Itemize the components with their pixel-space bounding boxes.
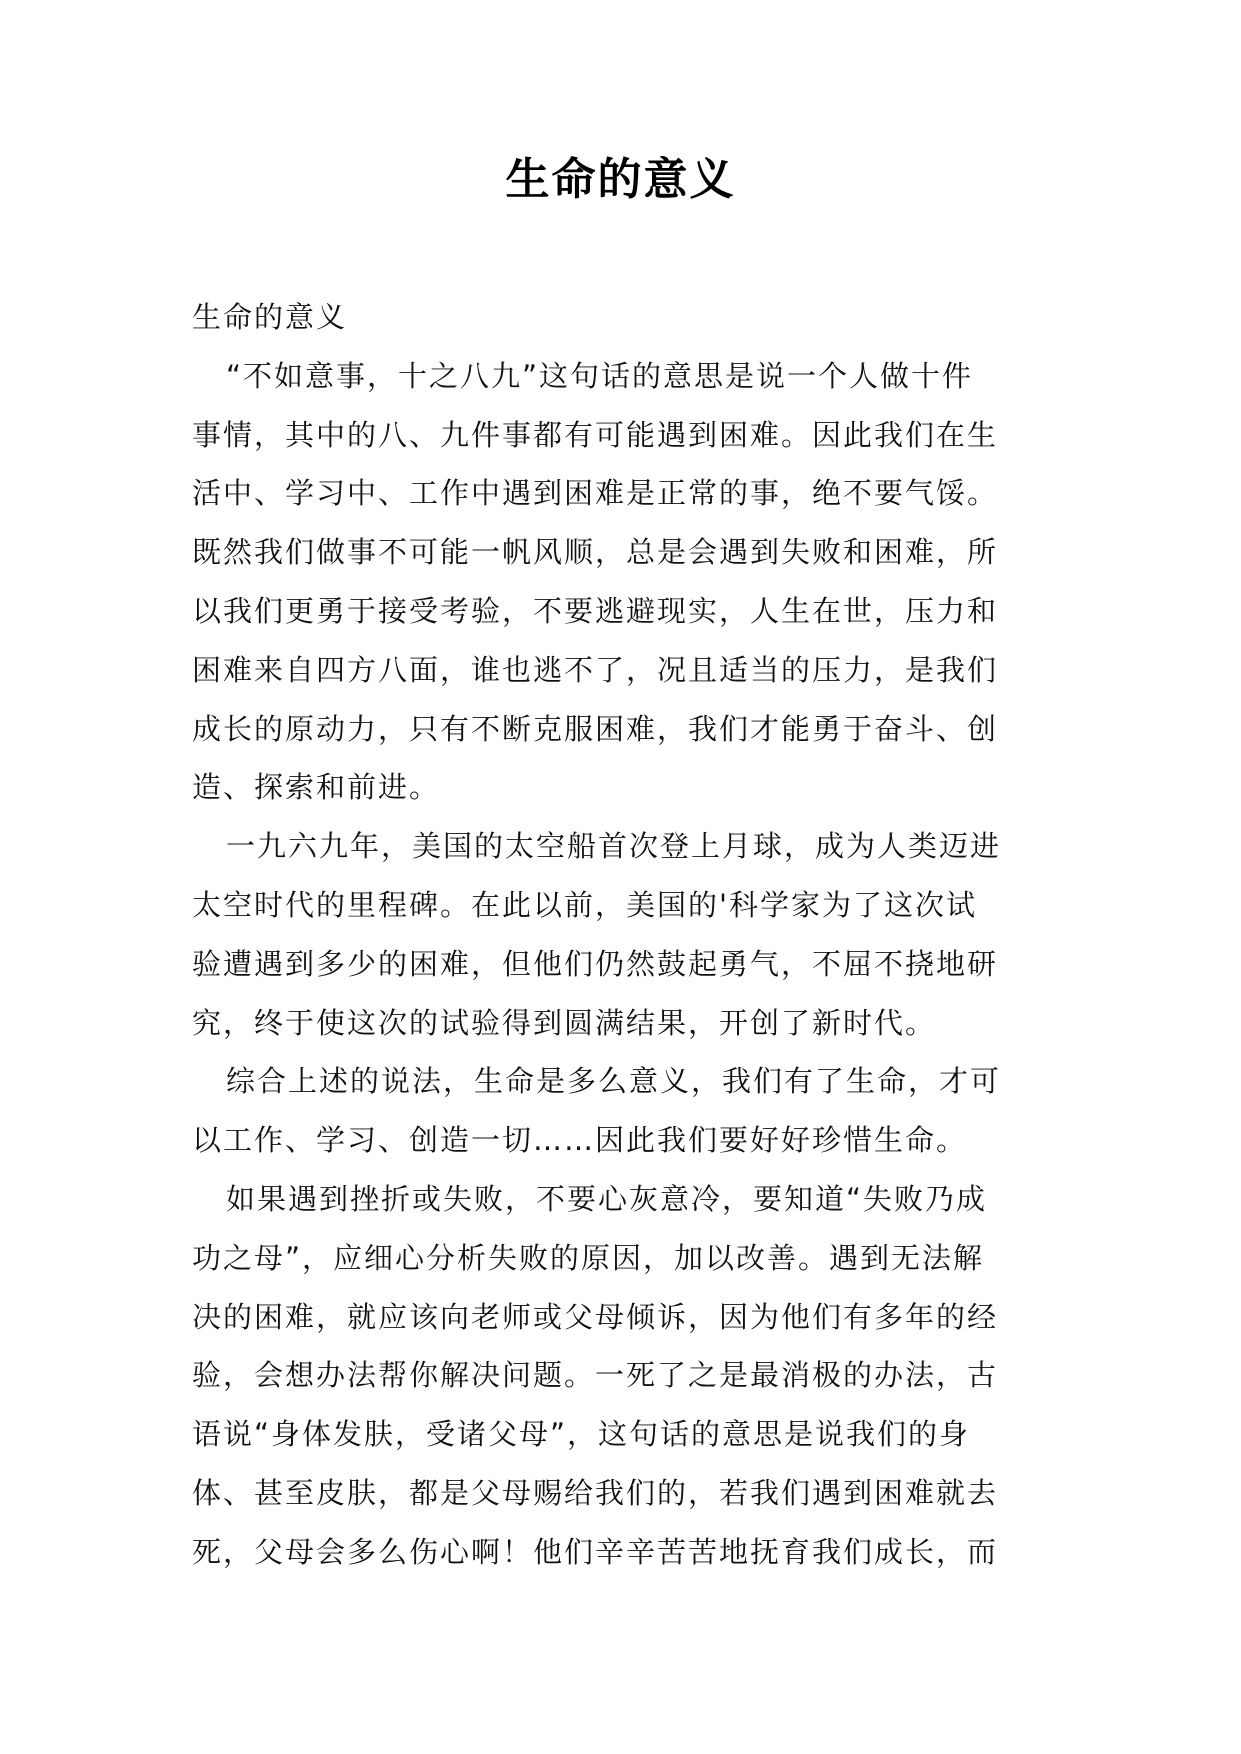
body-line: 究，终于使这次的试验得到圆满结果，开创了新时代。 xyxy=(192,1005,937,1040)
body-line: 生命的意义 xyxy=(192,300,348,334)
body-line: 综合上述的说法，生命是多么意义，我们有了生命，才可 xyxy=(226,1064,1002,1099)
body-line: 验，会想办法帮你解决问题。一死了之是最消极的办法，古 xyxy=(192,1358,999,1393)
body-line: 以我们更勇于接受考验，不要逃避现实，人生在世，压力和 xyxy=(192,593,999,628)
body-line: 事情，其中的八、九件事都有可能遇到困难。因此我们在生 xyxy=(192,417,999,452)
body-line: “不如意事，十之八九”这句话的意思是说一个人做十件 xyxy=(226,358,974,393)
body-line: 既然我们做事不可能一帆风顺，总是会遇到失败和困难，所 xyxy=(192,535,999,570)
body-line: 活中、学习中、工作中遇到困难是正常的事，绝不要气馁。 xyxy=(192,476,999,511)
body-line: 决的困难，就应该向老师或父母倾诉，因为他们有多年的经 xyxy=(192,1299,999,1334)
document-body xyxy=(192,288,1072,1582)
body-line: 如果遇到挫折或失败，不要心灰意冷，要知道“失败乃成 xyxy=(226,1181,988,1216)
body-line: 验遭遇到多少的困难，但他们仍然鼓起勇气，不屈不挠地研 xyxy=(192,946,999,981)
body-line: 困难来自四方八面，谁也逃不了，况且适当的压力，是我们 xyxy=(192,652,999,687)
body-line: 一九六九年，美国的太空船首次登上月球，成为人类迈进 xyxy=(226,829,1002,864)
body-line: 造、探索和前进。 xyxy=(192,770,441,805)
body-line: 功之母”，应细心分析失败的原因，加以改善。遇到无法解 xyxy=(192,1240,985,1275)
body-line: 太空时代的里程碑。在此以前，美国的'科学家为了这次试 xyxy=(192,887,977,922)
body-line: 以工作、学习、创造一切……因此我们要好好珍惜生命。 xyxy=(192,1123,968,1158)
body-line: 死，父母会多么伤心啊！他们辛辛苦苦地抚育我们成长，而 xyxy=(192,1534,999,1569)
body-line: 体、甚至皮肤，都是父母赐给我们的，若我们遇到困难就去 xyxy=(192,1475,999,1510)
document-title: 生命的意义 xyxy=(505,154,736,205)
body-line: 语说“身体发肤，受诸父母”，这句话的意思是说我们的身 xyxy=(192,1417,971,1452)
body-line: 成长的原动力，只有不断克服困难，我们才能勇于奋斗、创 xyxy=(192,711,999,746)
